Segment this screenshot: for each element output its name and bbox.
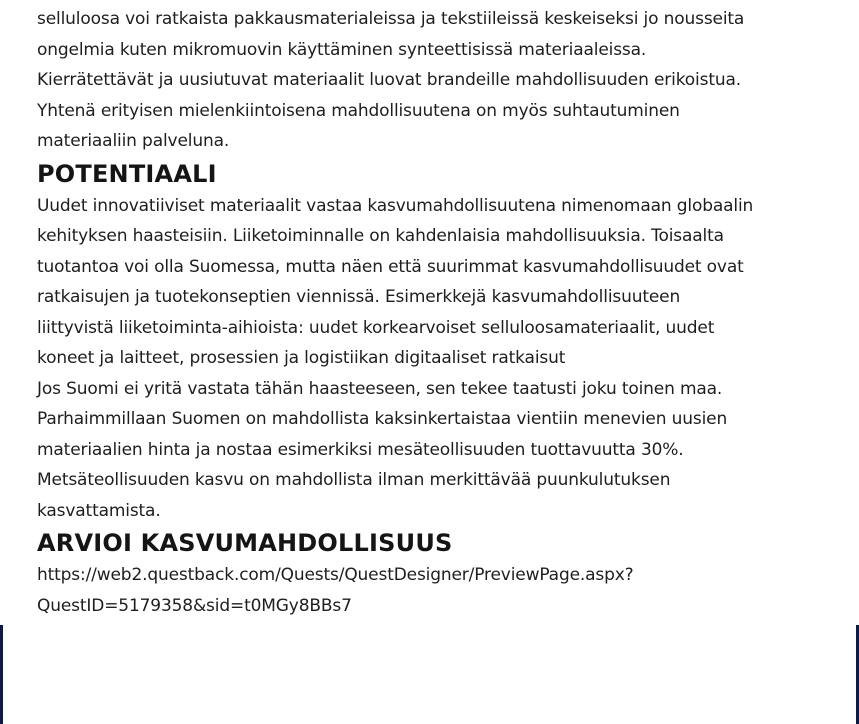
text-line: Jos Suomi ei yritä vastata tähän haasteeseen, sen tekee taatusti joku toinen maa.	[37, 378, 723, 399]
survey-link-line[interactable]: https://web2.questback.com/Quests/QuestDesigner/PreviewPage.aspx?	[37, 565, 634, 585]
intro-paragraph	[37, 4, 827, 157]
text-line: Metsäteollisuuden kasvu on mahdollista ilman merkittävää puunkulutuksen	[37, 470, 671, 490]
survey-link[interactable]	[37, 560, 827, 621]
text-line: koneet ja laitteet, prosessien ja logistiikan digitaaliset ratkaisut	[37, 348, 566, 368]
potential-heading: POTENTIAALI	[37, 159, 217, 188]
text-line: ongelmia kuten mikromuovin käyttäminen synteettisissä materiaaleissa.	[37, 39, 647, 60]
text-line: liittyvistä liiketoiminta-aihioista: uudet korkearvoiset selluloosamateriaalit, uudet	[37, 317, 715, 338]
text-line: kasvattamista.	[37, 500, 161, 521]
text-line: Uudet innovatiiviset materiaalit vastaa kasvumahdollisuutena nimenomaan globaalin	[37, 195, 754, 216]
text-line: Parhaimmillaan Suomen on mahdollista kaksinkertaistaa vientiin menevien uusien	[37, 409, 728, 429]
text-line: kehityksen haasteisiin. Liiketoiminnalle on kahdenlaisia mahdollisuuksia. Toisaalta	[37, 226, 724, 246]
text-line: selluloosa voi ratkaista pakkausmaterialeissa ja tekstiileissä keskeiseksi jo nousseita	[37, 9, 745, 29]
potential-paragraph-1	[37, 191, 827, 374]
potential-paragraph-2	[37, 374, 827, 527]
evaluate-heading: ARVIOI KASVUMAHDOLLISUUS	[37, 529, 453, 557]
article-content	[37, 4, 827, 621]
text-line: Yhtenä erityisen mielenkiintoisena mahdollisuutena on myös suhtautuminen	[37, 100, 680, 121]
text-line: Kierrätettävät ja uusiutuvat materiaalit luovat brandeille mahdollisuuden erikoistua.	[37, 70, 741, 90]
text-line: tuotantoa voi olla Suomessa, mutta näen että suurimmat kasvumahdollisuudet ovat	[37, 256, 744, 277]
text-line: materiaalien hinta ja nostaa esimerkiksi mesäteollisuuden tuottavuutta 30%.	[37, 439, 684, 460]
slide-frame-left-edge	[0, 625, 3, 724]
text-line: materiaaliin palveluna.	[37, 131, 230, 151]
text-line: ratkaisujen ja tuotekonseptien viennissä. Esimerkkejä kasvumahdollisuuteen	[37, 287, 681, 307]
survey-link-line[interactable]: QuestID=5179358&sid=t0MGy8BBs7	[37, 595, 352, 616]
